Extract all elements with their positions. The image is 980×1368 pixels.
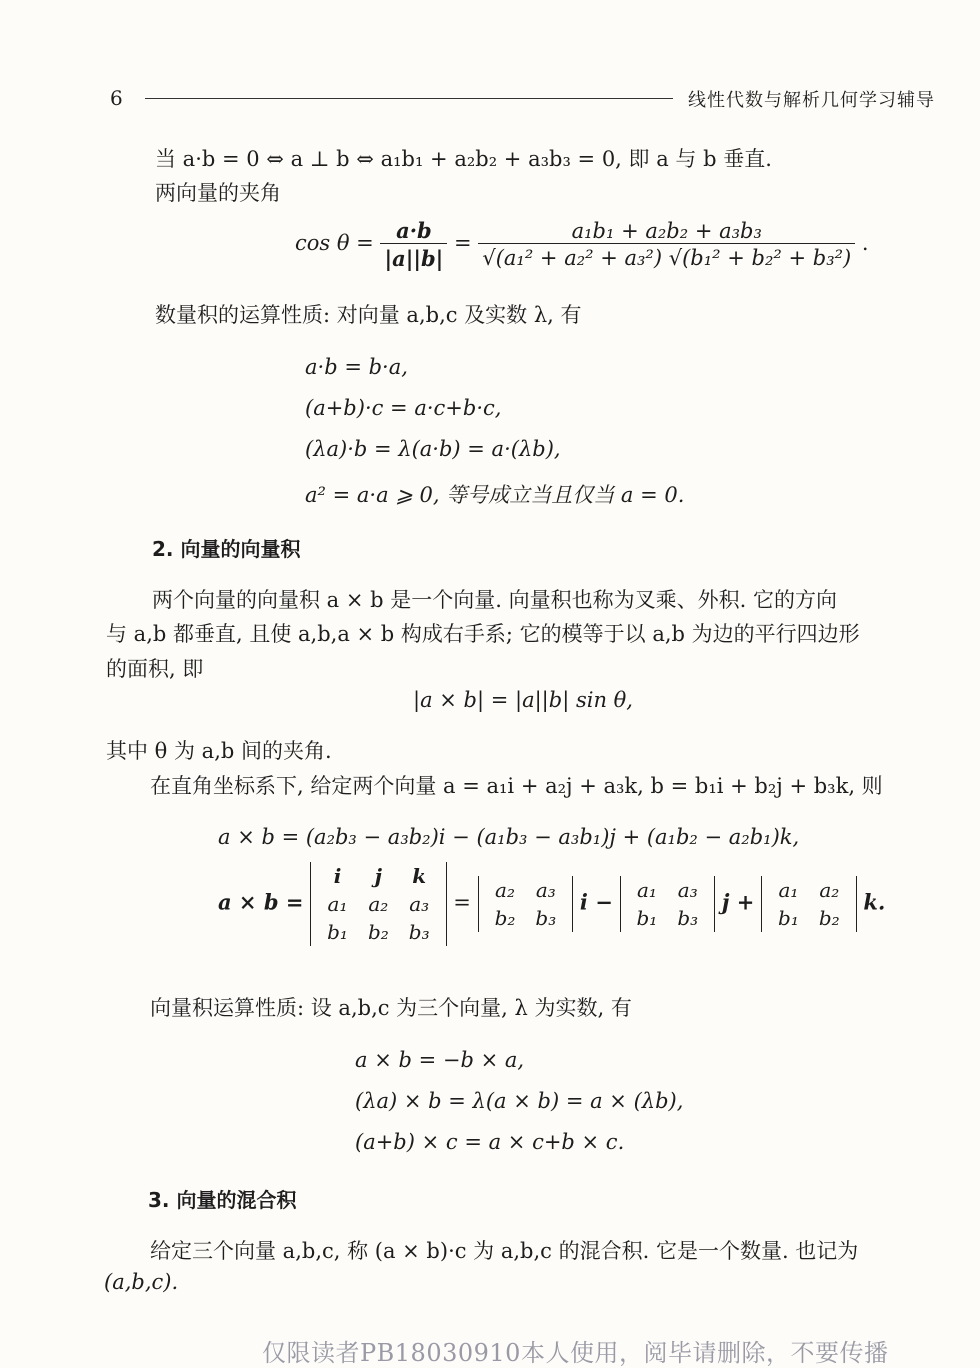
det-cell: b₁	[327, 920, 348, 944]
det-cell: a₂	[368, 892, 389, 916]
det-cell: a₂	[819, 878, 840, 902]
text-line: 给定三个向量 a,b,c, 称 (a × b)·c 为 a,b,c 的混合积. 它是一个数量. 也记为	[150, 1239, 859, 1263]
det-cell: b₂	[818, 906, 840, 930]
determinant-3x3	[310, 862, 446, 946]
property-line: (λa) × b = λ(a × b) = a × (λb),	[355, 1089, 684, 1113]
equals-sign: =	[454, 231, 472, 255]
fraction-dot-over-norms	[380, 218, 447, 271]
section-heading: 3. 向量的混合积	[148, 1188, 297, 1212]
det-cell: a₂	[495, 878, 515, 902]
det-cell: a₁	[327, 892, 348, 916]
det-cell: b₃	[535, 906, 557, 930]
fraction-denominator: √(a₁² + a₂² + a₃²) √(b₁² + b₂² + b₃²)	[482, 246, 852, 270]
det-cell: k	[412, 864, 427, 888]
determinant-minor-j	[620, 876, 716, 932]
text-line: 其中 θ 为 a,b 间的夹角.	[106, 739, 332, 763]
page-number: 6	[110, 86, 123, 110]
det-cell: a₁	[778, 878, 799, 902]
text-line: 与 a,b 都垂直, 且使 a,b,a × b 构成右手系; 它的模等于以 a,b 为边的平行四边形	[106, 622, 860, 646]
cosine-formula	[295, 218, 869, 271]
property-line: a² = a·a ⩾ 0, 等号成立当且仅当 a = 0.	[305, 483, 685, 507]
period: .	[861, 231, 869, 255]
property-line: (a+b)·c = a·c+b·c,	[305, 396, 502, 420]
det-cell: a₃	[677, 878, 698, 902]
det-lhs: a × b =	[218, 889, 304, 915]
fraction-numerator: a₁b₁ + a₂b₂ + a₃b₃	[478, 219, 855, 244]
unit-j: j +	[721, 889, 755, 915]
book-title: 线性代数与解析几何学习辅导	[688, 90, 935, 111]
property-line: a·b = b·a,	[305, 355, 408, 379]
determinant-minor-k	[761, 876, 857, 932]
formula-line: a × b = (a₂b₃ − a₃b₂)i − (a₁b₃ − a₃b₁)j + (a₁b₂ − a₂b₁)k,	[218, 825, 800, 849]
det-cell: b₂	[494, 906, 516, 930]
fraction-denominator: |a||b|	[384, 246, 444, 271]
det-cell: b₃	[408, 920, 430, 944]
formula-line: |a × b| = |a||b| sin θ,	[413, 688, 633, 712]
det-cell: j	[374, 864, 382, 888]
fraction-components	[478, 219, 855, 270]
det-cell: b₃	[677, 906, 699, 930]
unit-i: i −	[579, 889, 613, 915]
det-cell: a₃	[535, 878, 556, 902]
text-line: 的面积, 即	[106, 657, 204, 681]
text-line: 两向量的夹角	[155, 181, 281, 205]
determinant-minor-i	[478, 876, 574, 932]
text-line: 当 a·b = 0 ⇔ a ⊥ b ⇔ a₁b₁ + a₂b₂ + a₃b₃ = 0, 即 a 与 b 垂直.	[155, 147, 772, 171]
text-line: 向量积运算性质: 设 a,b,c 为三个向量, λ 为实数, 有	[150, 996, 632, 1020]
text-line: 两个向量的向量积 a × b 是一个向量. 向量积也称为叉乘、外积. 它的方向	[152, 588, 837, 612]
text-line: 数量积的运算性质: 对向量 a,b,c 及实数 λ, 有	[155, 303, 582, 327]
det-cell: i	[333, 864, 342, 888]
fraction-numerator: a·b	[380, 218, 447, 244]
det-cell: b₂	[367, 920, 389, 944]
det-cell: a₃	[409, 892, 430, 916]
cos-lhs: cos θ =	[295, 231, 374, 255]
determinant-formula	[218, 862, 885, 946]
unit-k: k.	[863, 889, 886, 915]
header-rule	[145, 98, 673, 99]
property-line: (λa)·b = λ(a·b) = a·(λb),	[305, 437, 561, 461]
text-line: (a,b,c).	[104, 1270, 179, 1294]
equals-sign: =	[453, 890, 471, 915]
section-heading: 2. 向量的向量积	[152, 537, 301, 561]
det-cell: b₁	[636, 906, 658, 930]
property-line: (a+b) × c = a × c+b × c.	[355, 1130, 625, 1154]
det-cell: b₁	[778, 906, 799, 930]
text-line: 在直角坐标系下, 给定两个向量 a = a₁i + a₂j + a₃k, b = b₁i + b₂j + b₃k, 则	[150, 774, 883, 798]
property-line: a × b = −b × a,	[355, 1048, 525, 1072]
watermark: 仅限读者PB18030910本人使用，阅毕请删除，不要传播	[262, 1339, 889, 1367]
det-cell: a₁	[636, 878, 657, 902]
